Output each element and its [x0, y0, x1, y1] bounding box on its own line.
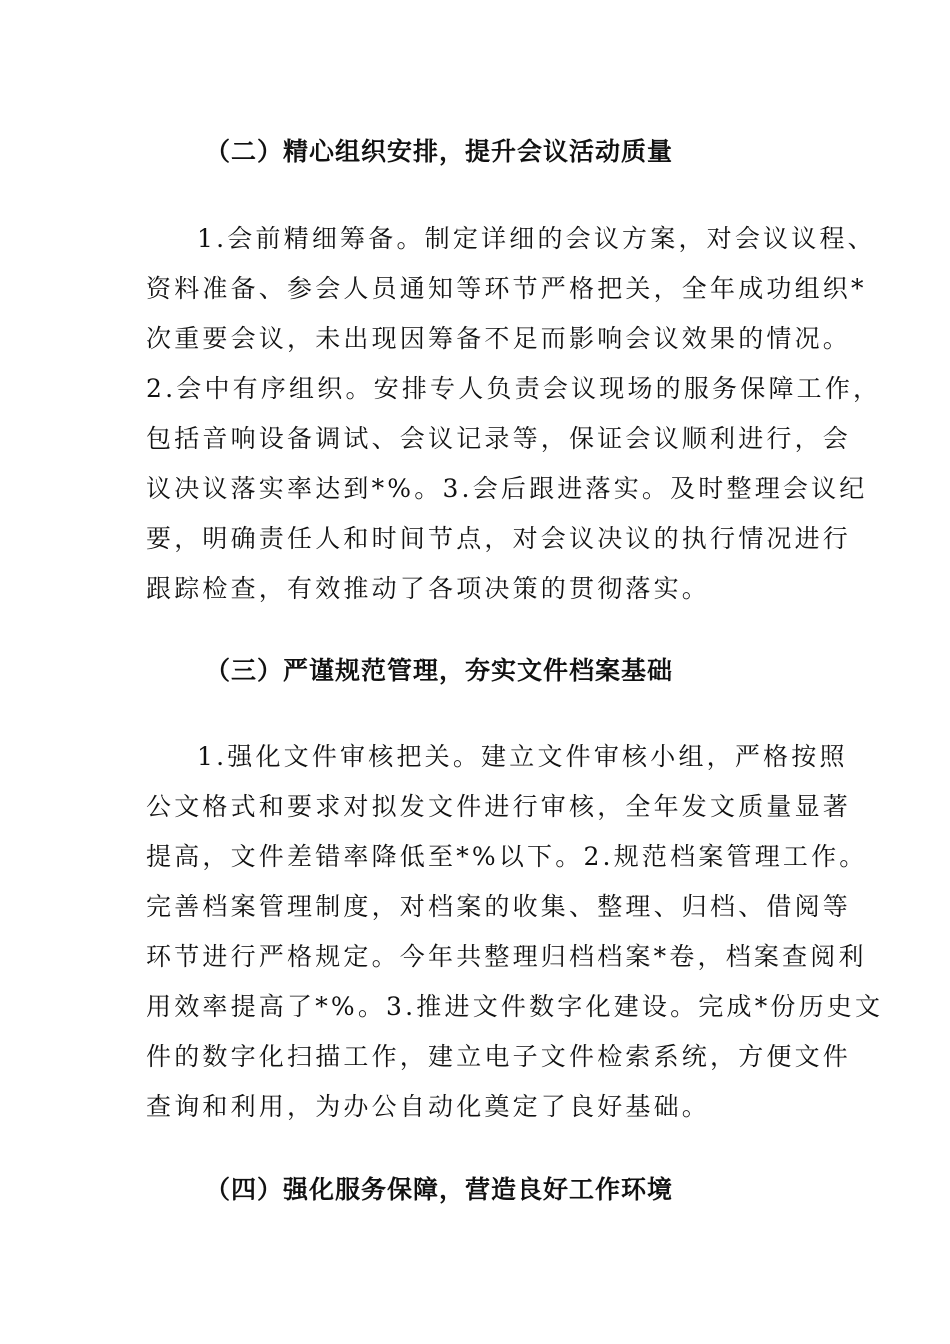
paragraph-line: 次重要会议，未出现因筹备不足而影响会议效果的情况。	[146, 324, 852, 353]
paragraph-line: 包括音响设备调试、会议记录等，保证会议顺利进行，会	[146, 424, 852, 453]
paragraph-line: 环节进行严格规定。今年共整理归档档案*卷，档案查阅利	[146, 942, 867, 971]
section-heading-2: （二）精心组织安排，提升会议活动质量	[205, 137, 674, 166]
paragraph-line: 2.会中有序组织。安排专人负责会议现场的服务保障工作，	[146, 374, 882, 403]
paragraph-line: 要，明确责任人和时间节点，对会议决议的执行情况进行	[146, 524, 852, 553]
paragraph-line: 跟踪检查，有效推动了各项决策的贯彻落实。	[146, 574, 711, 603]
paragraph-line: 公文格式和要求对拟发文件进行审核，全年发文质量显著	[146, 792, 852, 821]
paragraph-line: 提高，文件差错率降低至*%以下。2.规范档案管理工作。	[146, 842, 868, 871]
paragraph-line: 资料准备、参会人员通知等环节严格把关，全年成功组织*	[146, 274, 867, 303]
paragraph-line: 用效率提高了*%。3.推进文件数字化建设。完成*份历史文	[146, 992, 884, 1021]
paragraph-line: 议决议落实率达到*%。3.会后跟进落实。及时整理会议纪	[146, 474, 868, 503]
paragraph-line: 1.会前精细筹备。制定详细的会议方案，对会议议程、	[197, 224, 876, 253]
paragraph-line: 1.强化文件审核把关。建立文件审核小组，严格按照	[197, 742, 848, 771]
paragraph-line: 件的数字化扫描工作，建立电子文件检索系统，方便文件	[146, 1042, 852, 1071]
section-heading-3: （三）严谨规范管理，夯实文件档案基础	[205, 656, 674, 685]
paragraph-line: 完善档案管理制度，对档案的收集、整理、归档、借阅等	[146, 892, 852, 921]
section-heading-4: （四）强化服务保障，营造良好工作环境	[205, 1175, 674, 1204]
paragraph-line: 查询和利用，为办公自动化奠定了良好基础。	[146, 1092, 711, 1121]
